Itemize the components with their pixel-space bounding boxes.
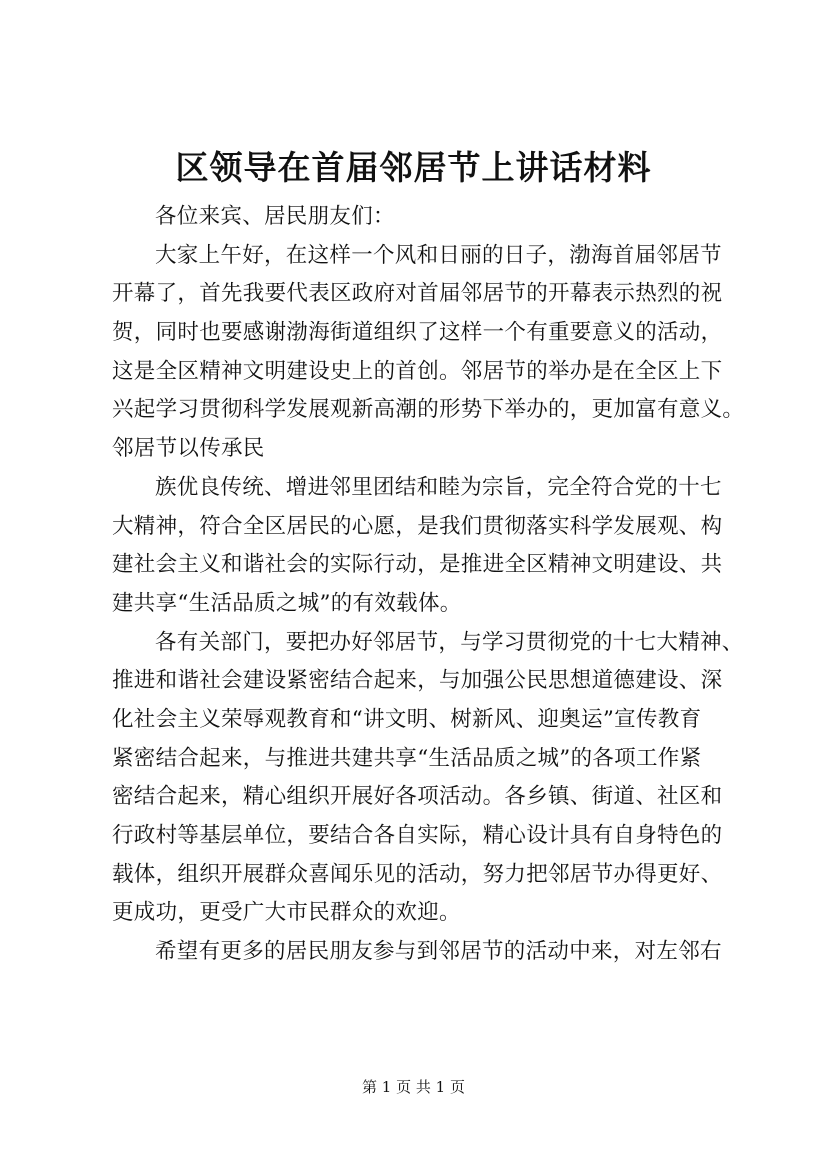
paragraph-line: 兴起学习贯彻科学发展观新高潮的形势下举办的，更加富有意义。 <box>112 397 745 423</box>
paragraph-line: 族优良传统、增进邻里团结和睦为宗旨，完全符合党的十七 <box>155 474 722 500</box>
document-title: 区领导在首届邻居节上讲话材料 <box>175 148 652 187</box>
paragraph-line: 密结合起来，精心组织开展好各项活动。各乡镇、街道、社区和 <box>112 784 723 810</box>
paragraph-line: 化社会主义荣辱观教育和“讲文明、树新风、迎奥运”宣传教育 <box>112 706 702 732</box>
paragraph-line: 邻居节以传承民 <box>112 436 265 462</box>
paragraph-line: 更成功，更受广大市民群众的欢迎。 <box>112 900 461 926</box>
paragraph-line: 载体，组织开展群众喜闻乐见的活动，努力把邻居节办得更好、 <box>112 861 723 887</box>
page-number: 第 1 页 共 1 页 <box>362 1078 465 1096</box>
paragraph-line: 开幕了，首先我要代表区政府对首届邻居节的开幕表示热烈的祝 <box>112 281 723 307</box>
page-footer <box>0 1076 827 1098</box>
paragraph-line: 大精神，符合全区居民的心愿，是我们贯彻落实科学发展观、构 <box>112 513 723 539</box>
paragraph-line: 建社会主义和谐社会的实际行动，是推进全区精神文明建设、共 <box>112 552 723 578</box>
paragraph-line: 希望有更多的居民朋友参与到邻居节的活动中来，对左邻右 <box>155 939 722 965</box>
paragraph-line: 紧密结合起来，与推进共建共享“生活品质之城”的各项工作紧 <box>112 745 702 771</box>
paragraph-line: 这是全区精神文明建设史上的首创。邻居节的举办是在全区上下 <box>112 358 723 384</box>
paragraph-line: 推进和谐社会建设紧密结合起来，与加强公民思想道德建设、深 <box>112 668 723 694</box>
paragraph-line: 贺，同时也要感谢渤海街道组织了这样一个有重要意义的活动， <box>112 320 723 346</box>
paragraph-line: 行政村等基层单位，要结合各自实际，精心设计具有自身特色的 <box>112 823 723 848</box>
paragraph-line: 各有关部门，要把办好邻居节，与学习贯彻党的十七大精神、 <box>155 629 744 655</box>
document-body <box>112 198 752 972</box>
salutation-line: 各位来宾、居民朋友们： <box>155 204 395 229</box>
paragraph-line: 建共享“生活品质之城”的有效载体。 <box>112 590 462 616</box>
paragraph-line: 大家上午好，在这样一个风和日丽的日子，渤海首届邻居节 <box>155 242 722 268</box>
